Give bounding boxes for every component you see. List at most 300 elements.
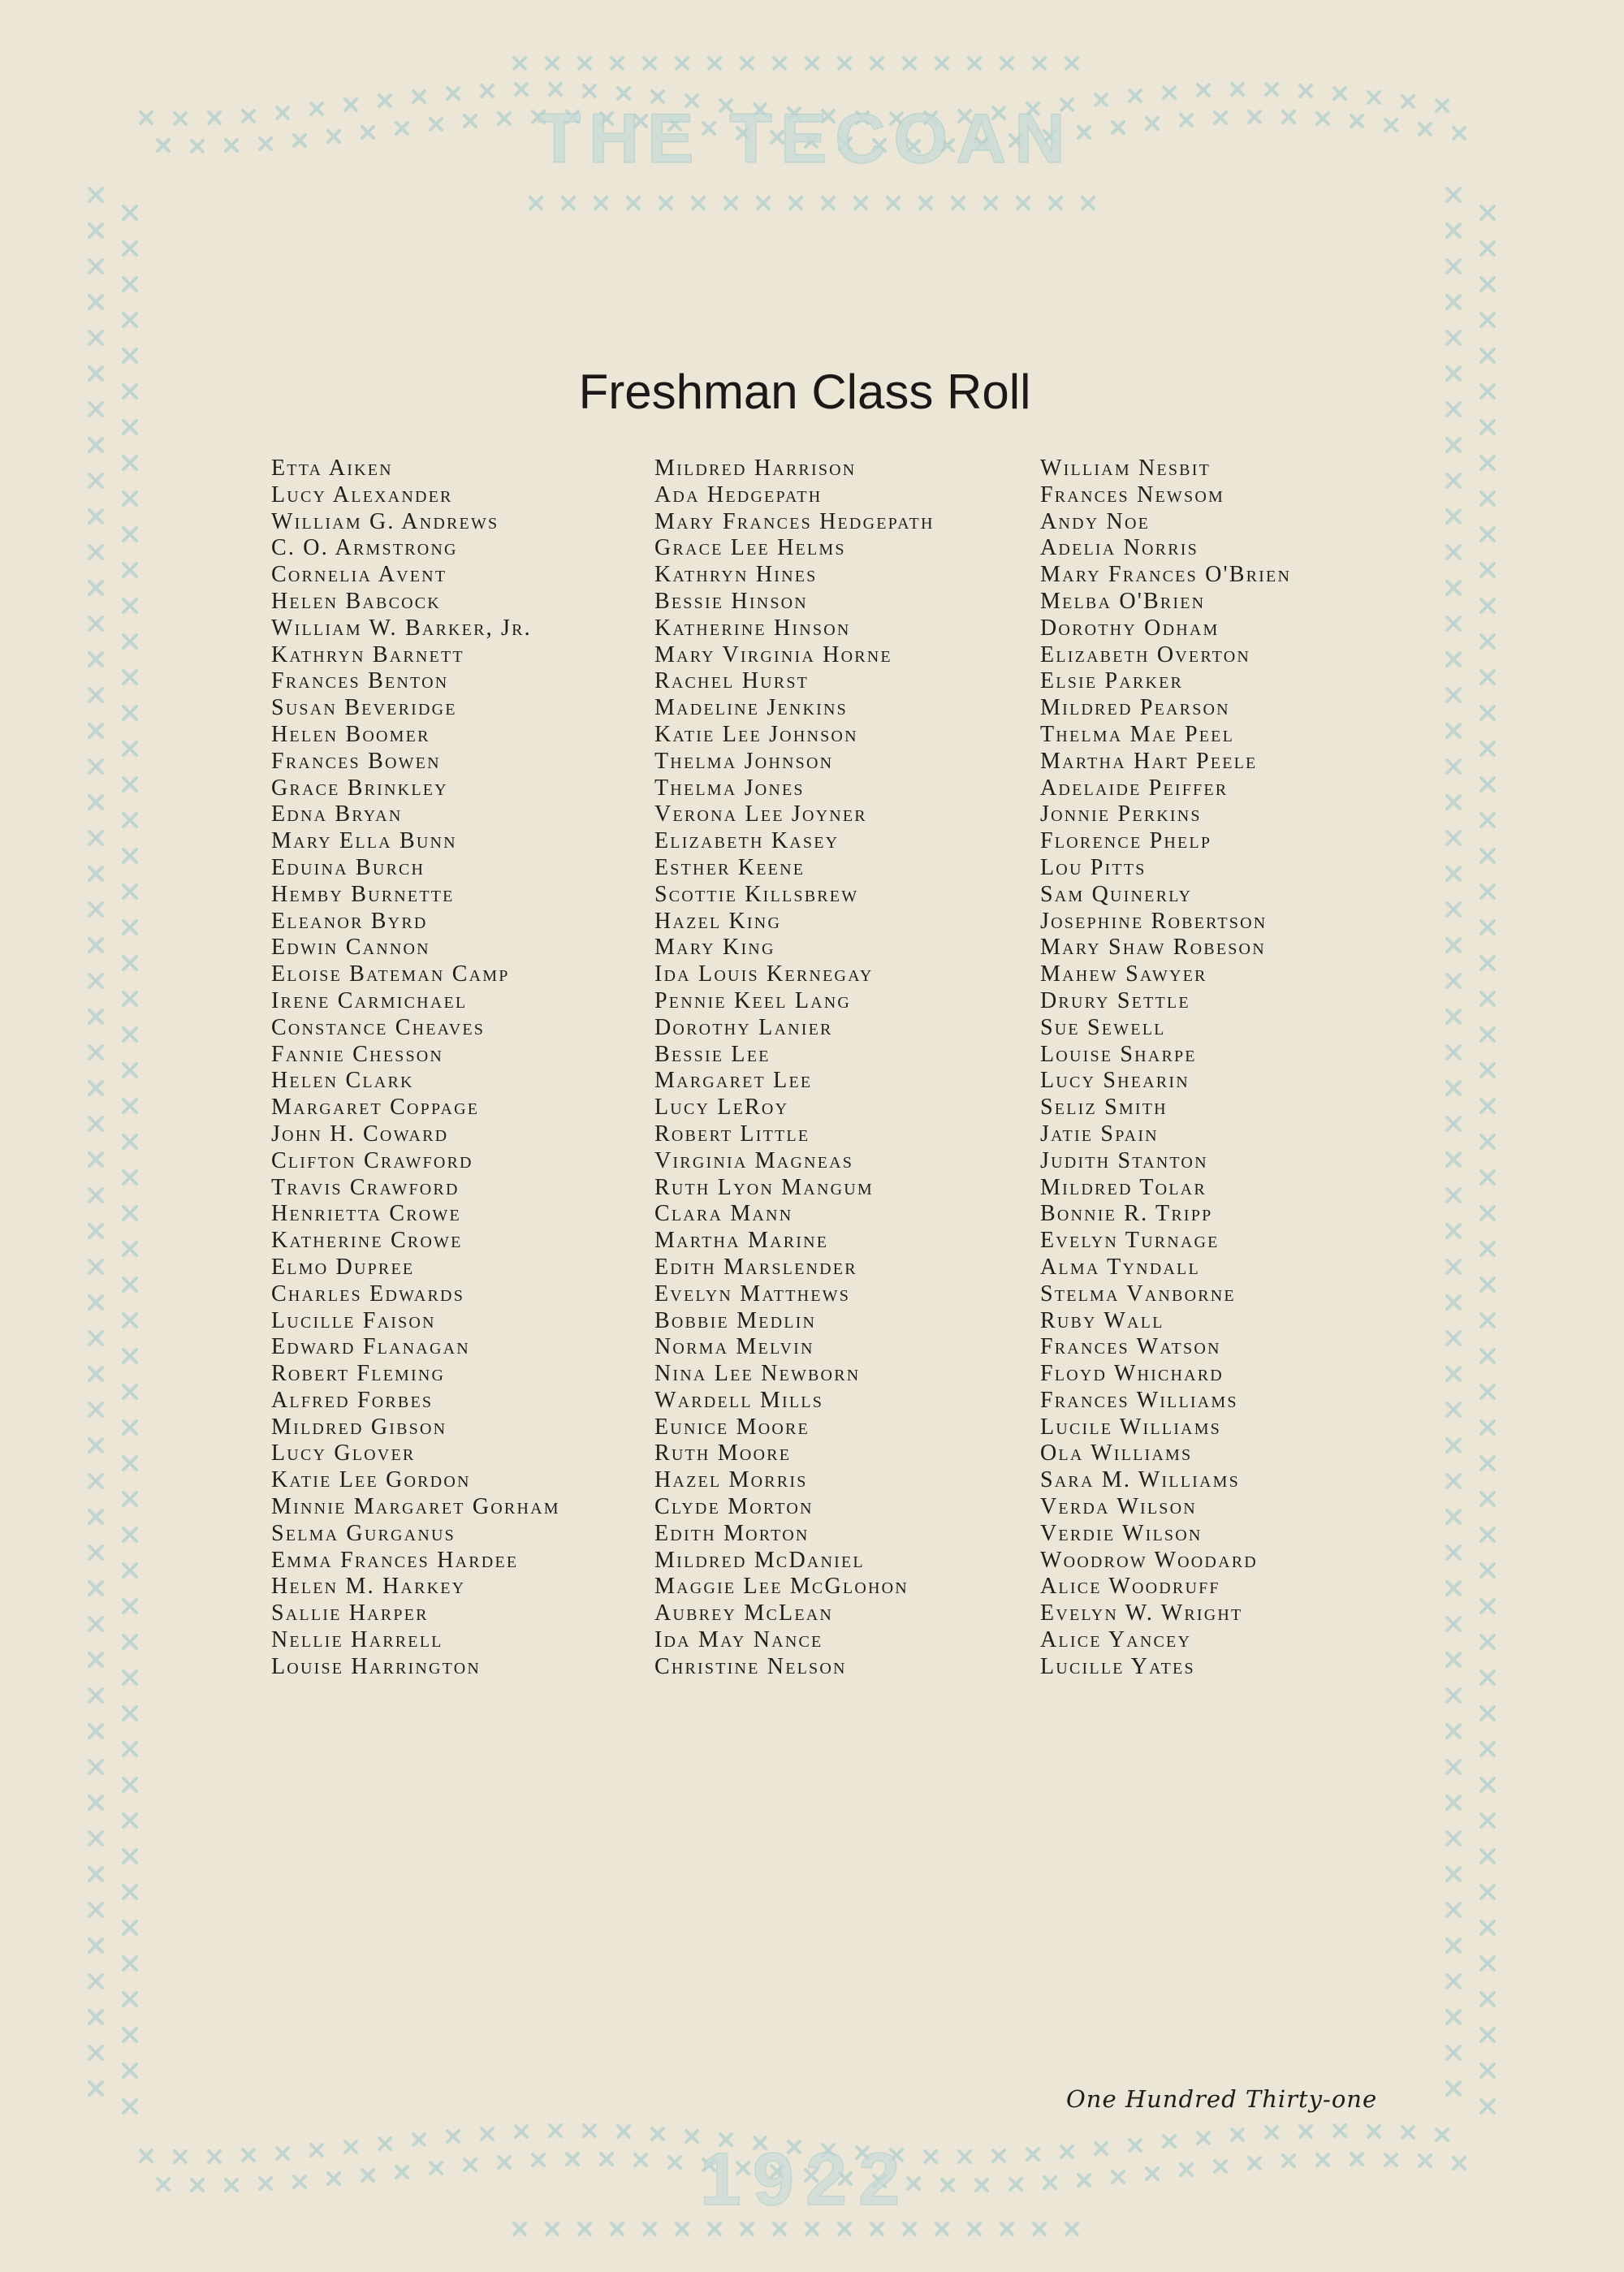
stitch-mark	[1447, 1046, 1460, 1059]
stitch-mark	[89, 331, 102, 344]
stitch-mark	[546, 2223, 558, 2235]
stitch-mark	[1447, 546, 1460, 559]
stitch-mark	[709, 2223, 720, 2235]
stitch-mark	[644, 2223, 655, 2235]
stitch-mark	[89, 260, 102, 273]
stitch-mark	[123, 1778, 136, 1791]
stitch-mark	[1447, 1225, 1460, 1238]
stitch-mark	[123, 1207, 136, 1220]
stitch-mark	[1447, 974, 1460, 987]
stitch-mark	[123, 671, 136, 684]
stitch-mark	[1095, 94, 1107, 106]
student-name: Mary Frances O'Brien	[1040, 562, 1292, 588]
stitch-mark	[533, 2154, 544, 2166]
roll-column-3	[1040, 456, 1291, 1681]
stitch-mark	[550, 2125, 561, 2136]
stitch-mark	[1334, 88, 1345, 99]
student-name: Lucille Faison	[271, 1307, 436, 1333]
student-name: Alma Tyndall	[1040, 1254, 1200, 1280]
student-name: Minnie Margaret Gorham	[271, 1494, 560, 1520]
student-name: Constance Cheaves	[271, 1014, 486, 1040]
student-name: Edwin Cannon	[271, 935, 430, 961]
student-name: Sam Quinerly	[1040, 881, 1193, 907]
student-name: Evelyn Matthews	[654, 1281, 851, 1307]
student-name: Andy Noe	[1040, 508, 1151, 534]
student-name: Thelma Mae Peel	[1040, 721, 1234, 747]
student-name: Mary Virginia Horne	[654, 641, 892, 667]
stitch-mark	[1447, 1832, 1460, 1845]
stitch-mark	[839, 2223, 850, 2235]
stitch-mark	[1402, 96, 1414, 107]
student-name: Ruth Moore	[654, 1441, 792, 1466]
stitch-mark	[1481, 814, 1494, 827]
student-name: John H. Coward	[271, 1121, 449, 1147]
stitch-mark	[959, 2151, 970, 2162]
stitch-mark	[243, 110, 254, 122]
stitch-mark	[1215, 112, 1226, 123]
student-name: Emma Frances Hardee	[271, 1547, 519, 1573]
stitch-mark	[514, 58, 525, 69]
stitch-mark	[464, 2159, 476, 2170]
stitch-mark	[123, 1457, 136, 1470]
stitch-mark	[1481, 1135, 1494, 1148]
student-name: Lucy Shearin	[1040, 1068, 1190, 1094]
stitch-mark	[1481, 1350, 1494, 1363]
stitch-mark	[514, 2223, 525, 2235]
stitch-mark	[1447, 510, 1460, 523]
stitch-mark	[89, 1475, 102, 1488]
stitch-mark	[1129, 90, 1141, 102]
stitch-mark	[1447, 331, 1460, 344]
stitch-mark	[123, 742, 136, 755]
student-name: Lou Pitts	[1040, 854, 1147, 880]
student-name: Charles Edwards	[271, 1281, 465, 1307]
stitch-mark	[1481, 1314, 1494, 1327]
stitch-mark	[1447, 831, 1460, 844]
student-name: Mildred McDaniel	[654, 1547, 865, 1573]
stitch-mark	[123, 706, 136, 719]
stitch-mark	[1481, 278, 1494, 291]
stitch-mark	[1266, 2127, 1277, 2138]
stitch-mark	[1034, 58, 1045, 69]
stitch-mark	[1447, 188, 1460, 201]
stitch-mark	[1368, 2126, 1380, 2137]
stitch-mark	[89, 1903, 102, 1916]
stitch-mark	[1481, 1028, 1494, 1041]
stitch-mark	[1447, 1153, 1460, 1166]
stitch-mark	[1447, 796, 1460, 809]
stitch-mark	[1001, 58, 1013, 69]
stitch-mark	[1027, 2149, 1039, 2160]
stitch-mark	[806, 2223, 818, 2235]
stitch-mark	[1481, 671, 1494, 684]
stitch-mark	[123, 1671, 136, 1684]
stitch-mark	[516, 84, 527, 95]
student-name: Robert Little	[654, 1121, 810, 1147]
student-name: Floyd Whichard	[1040, 1361, 1224, 1387]
stitch-mark	[1481, 742, 1494, 755]
stitch-mark	[1447, 1332, 1460, 1345]
stitch-mark	[123, 1814, 136, 1827]
student-name: Woodrow Woodard	[1040, 1547, 1258, 1573]
stitch-mark	[709, 58, 720, 69]
stitch-mark	[1481, 1385, 1494, 1398]
stitch-mark	[123, 1028, 136, 1041]
stitch-mark	[1447, 1653, 1460, 1666]
stitch-mark	[1447, 1189, 1460, 1202]
stitch-mark	[611, 58, 623, 69]
student-name: Fannie Chesson	[271, 1041, 444, 1067]
stitch-mark	[123, 278, 136, 291]
stitch-mark	[413, 2134, 425, 2145]
stitch-mark	[192, 2179, 203, 2191]
stitch-mark	[530, 197, 542, 209]
stitch-mark	[1447, 653, 1460, 666]
stitch-mark	[1481, 1635, 1494, 1648]
stitch-mark	[1481, 2064, 1494, 2077]
stitch-mark	[123, 1350, 136, 1363]
stitch-mark	[123, 1171, 136, 1184]
student-name: Clara Mann	[654, 1201, 793, 1227]
stitch-mark	[123, 1743, 136, 1756]
stitch-mark	[1447, 260, 1460, 273]
stitch-mark	[447, 88, 459, 99]
student-name: Grace Brinkley	[271, 775, 448, 801]
stitch-mark	[1481, 1064, 1494, 1077]
stitch-mark	[123, 1421, 136, 1434]
stitch-mark	[1481, 1278, 1494, 1291]
student-name: Susan Beveridge	[271, 695, 457, 721]
stitch-mark	[1447, 2011, 1460, 2024]
stitch-mark	[579, 58, 590, 69]
stitch-mark	[123, 1385, 136, 1398]
student-name: Elizabeth Overton	[1040, 641, 1251, 667]
stitch-mark	[243, 2149, 254, 2161]
student-name: Rachel Hurst	[654, 668, 810, 694]
stitch-mark	[345, 2141, 356, 2153]
stitch-mark	[1419, 2155, 1431, 2166]
student-name: C. O. Armstrong	[271, 535, 458, 561]
stitch-mark	[1481, 1492, 1494, 1505]
stitch-mark	[123, 921, 136, 934]
stitch-mark	[1402, 2127, 1414, 2138]
stitch-mark	[1453, 2158, 1465, 2169]
stitch-mark	[447, 2131, 459, 2142]
stitch-mark	[123, 1314, 136, 1327]
stitch-mark	[89, 1403, 102, 1416]
stitch-mark	[123, 1957, 136, 1970]
student-name: Eduina Burch	[271, 854, 425, 880]
student-name: Lucile Williams	[1040, 1414, 1222, 1440]
stitch-mark	[871, 58, 883, 69]
student-name: Lucy Alexander	[271, 482, 453, 508]
stitch-mark	[1447, 1689, 1460, 1702]
stitch-mark	[1481, 456, 1494, 469]
stitch-mark	[669, 2157, 680, 2168]
stitch-mark	[1181, 114, 1192, 126]
stitch-mark	[741, 2223, 753, 2235]
student-name: Ola Williams	[1040, 1441, 1193, 1466]
stitch-mark	[1447, 1082, 1460, 1095]
stitch-mark	[1249, 2158, 1260, 2169]
stitch-mark	[1300, 2126, 1311, 2137]
stitch-mark	[1181, 2164, 1192, 2175]
student-name: Edna Bryan	[271, 801, 403, 827]
stitch-mark	[464, 115, 476, 127]
stitch-mark	[260, 138, 271, 149]
stitch-mark	[1447, 1117, 1460, 1130]
stitch-mark	[1447, 1725, 1460, 1738]
stitch-mark	[89, 796, 102, 809]
student-name: Mahew Sawyer	[1040, 961, 1207, 987]
student-name: Mary Shaw Robeson	[1040, 935, 1266, 961]
stitch-mark	[1453, 127, 1465, 139]
student-name: Lucille Yates	[1040, 1653, 1195, 1679]
student-name: Dorothy Odham	[1040, 615, 1220, 641]
student-name: Bonnie R. Tripp	[1040, 1201, 1213, 1227]
stitch-mark	[635, 2154, 646, 2166]
stitch-mark	[1481, 242, 1494, 255]
stitch-mark	[277, 107, 288, 119]
stitch-mark	[89, 296, 102, 309]
stitch-mark	[1283, 2155, 1294, 2166]
stitch-mark	[976, 2179, 987, 2191]
student-name: Helen M. Harkey	[271, 1574, 466, 1600]
stitch-mark	[1447, 581, 1460, 594]
stitch-mark	[1066, 58, 1078, 69]
student-name: Eleanor Byrd	[271, 908, 428, 934]
stitch-mark	[584, 2125, 595, 2136]
stitch-mark	[925, 2151, 936, 2162]
stitch-mark	[1385, 2154, 1397, 2166]
stitch-mark	[993, 2150, 1004, 2162]
stitch-mark	[1481, 528, 1494, 541]
stitch-mark	[1283, 111, 1294, 123]
student-name: Thelma Jones	[654, 775, 805, 801]
stitch-mark	[1447, 939, 1460, 952]
stitch-mark	[89, 1010, 102, 1023]
stitch-mark	[260, 2178, 271, 2189]
stitch-mark	[611, 2223, 623, 2235]
stitch-mark	[1481, 1528, 1494, 1541]
stitch-mark	[123, 1707, 136, 1720]
stitch-mark	[1481, 564, 1494, 577]
stitch-mark	[1481, 2028, 1494, 2041]
student-name: Clyde Morton	[654, 1494, 814, 1520]
stitch-mark	[379, 95, 391, 106]
stitch-mark	[823, 197, 834, 209]
stitch-mark	[1481, 1993, 1494, 2006]
stitch-mark	[1481, 849, 1494, 862]
student-name: Eloise Bateman Camp	[271, 961, 510, 987]
stitch-mark	[693, 197, 704, 209]
stitch-mark	[123, 599, 136, 612]
stitch-mark	[123, 1564, 136, 1577]
stitch-mark	[1481, 1885, 1494, 1898]
student-name: Katie Lee Johnson	[654, 721, 858, 747]
stitch-mark	[123, 564, 136, 577]
student-name: Josephine Robertson	[1040, 908, 1268, 934]
student-name: Frances Watson	[1040, 1334, 1221, 1360]
stitch-mark	[774, 2223, 785, 2235]
stitch-mark	[89, 974, 102, 987]
stitch-mark	[123, 313, 136, 326]
stitch-mark	[1481, 706, 1494, 719]
stitch-mark	[1447, 1796, 1460, 1809]
stitch-mark	[652, 2128, 663, 2140]
student-name: Louise Sharpe	[1040, 1041, 1197, 1067]
stitch-mark	[499, 2157, 510, 2168]
student-name: Mildred Pearson	[1040, 695, 1230, 721]
stitch-mark	[1447, 1618, 1460, 1631]
stitch-mark	[904, 58, 915, 69]
stitch-mark	[89, 1582, 102, 1595]
stitch-mark	[1147, 2168, 1158, 2179]
stitch-mark	[123, 1600, 136, 1613]
stitch-mark	[1481, 349, 1494, 362]
stitch-mark	[839, 58, 850, 69]
student-name: Sara M. Williams	[1040, 1467, 1240, 1493]
stitch-mark	[1001, 2223, 1013, 2235]
student-name: Henrietta Crowe	[271, 1201, 461, 1227]
stitch-mark	[1385, 119, 1397, 131]
stitch-mark	[1017, 197, 1029, 209]
stitch-mark	[1078, 2175, 1090, 2186]
stitch-mark	[89, 188, 102, 201]
stitch-mark	[89, 1546, 102, 1559]
stitch-mark	[1447, 1760, 1460, 1773]
stitch-mark	[123, 1921, 136, 1934]
stitch-mark	[1447, 2082, 1460, 2095]
stitch-mark	[89, 1939, 102, 1952]
stitch-mark	[89, 2046, 102, 2059]
student-name: William W. Barker, Jr.	[271, 615, 532, 641]
stitch-mark	[1447, 760, 1460, 773]
student-name: William Nesbit	[1040, 456, 1211, 481]
stitch-mark	[1447, 1510, 1460, 1523]
stitch-mark	[601, 2153, 612, 2165]
student-name: Christine Nelson	[654, 1653, 847, 1679]
stitch-mark	[311, 103, 322, 114]
student-name: Frances Williams	[1040, 1387, 1238, 1413]
student-name: Ida May Nance	[654, 1627, 823, 1653]
stitch-mark	[396, 2166, 408, 2178]
stitch-mark	[1447, 689, 1460, 702]
student-name: Sallie Harper	[271, 1600, 429, 1626]
stitch-mark	[676, 2223, 688, 2235]
student-name: Edith Morton	[654, 1520, 810, 1546]
page-number: One Hundred Thirty-one	[1066, 2085, 1378, 2113]
stitch-mark	[89, 1796, 102, 1809]
stitch-mark	[123, 421, 136, 434]
stitch-mark	[871, 2223, 883, 2235]
stitch-mark	[277, 2148, 288, 2159]
student-name: Katherine Hinson	[654, 615, 851, 641]
student-name: Etta Aiken	[271, 456, 393, 481]
stitch-mark	[345, 99, 356, 110]
stitch-mark	[1481, 1814, 1494, 1827]
stitch-mark	[89, 1260, 102, 1273]
student-name: Edward Flanagan	[271, 1334, 470, 1360]
stitch-mark	[175, 2151, 186, 2162]
student-name: Ida Louis Kernegay	[654, 961, 874, 987]
student-name: Nina Lee Newborn	[654, 1361, 861, 1387]
stitch-mark	[1481, 778, 1494, 791]
stitch-mark	[209, 2151, 220, 2162]
stitch-mark	[1481, 206, 1494, 219]
stitch-mark	[140, 2150, 152, 2162]
stitch-mark	[123, 1099, 136, 1112]
stitch-mark	[936, 2223, 948, 2235]
student-name: Ruby Wall	[1040, 1307, 1164, 1333]
student-name: Mildred Harrison	[654, 456, 857, 481]
student-name: Helen Babcock	[271, 588, 441, 614]
stitch-mark	[1447, 438, 1460, 451]
stitch-mark	[89, 1868, 102, 1881]
stitch-mark	[123, 1850, 136, 1863]
stitch-mark	[89, 1618, 102, 1631]
stitch-mark	[89, 1725, 102, 1738]
student-name: Jonnie Perkins	[1040, 801, 1202, 827]
student-name: Lucy LeRoy	[654, 1095, 789, 1121]
student-name: Mary Frances Hedgepath	[654, 508, 935, 534]
stitch-mark	[89, 1046, 102, 1059]
stitch-mark	[936, 58, 948, 69]
stitch-mark	[413, 91, 425, 102]
student-name: Frances Benton	[271, 668, 449, 694]
stitch-mark	[1436, 2129, 1448, 2140]
stitch-mark	[123, 1885, 136, 1898]
stitch-mark	[89, 1439, 102, 1452]
student-name: Adelaide Peiffer	[1040, 775, 1229, 801]
student-name: Cornelia Avent	[271, 562, 447, 588]
stitch-mark	[1334, 2125, 1345, 2136]
student-name: Ruth Lyon Mangum	[654, 1174, 874, 1200]
stitch-mark	[1481, 1242, 1494, 1255]
student-name: Mildred Gibson	[271, 1414, 447, 1440]
stitch-mark	[294, 135, 305, 146]
stitch-mark	[1232, 84, 1243, 95]
stitch-mark	[618, 2126, 629, 2137]
stitch-mark	[1066, 2223, 1078, 2235]
stitch-mark	[1481, 599, 1494, 612]
stitch-mark	[969, 2223, 980, 2235]
roll-column-1	[271, 456, 560, 1681]
stitch-mark	[1368, 92, 1380, 103]
stitch-mark	[1481, 885, 1494, 898]
stitch-mark	[1044, 2177, 1056, 2188]
stitch-mark	[1317, 2154, 1328, 2166]
student-name: Adelia Norris	[1040, 535, 1199, 561]
stitch-mark	[1447, 1010, 1460, 1023]
stitch-mark	[1447, 2046, 1460, 2059]
stitch-mark	[311, 2145, 322, 2156]
stitch-mark	[89, 1153, 102, 1166]
stitch-mark	[175, 113, 186, 124]
stitch-mark	[89, 581, 102, 594]
stitch-mark	[89, 510, 102, 523]
stitch-mark	[660, 197, 672, 209]
stitch-mark	[920, 197, 931, 209]
stitch-mark	[1082, 197, 1094, 209]
student-name: Bobbie Medlin	[654, 1307, 817, 1333]
student-name: Pennie Keel Lang	[654, 987, 852, 1013]
stitch-mark	[123, 456, 136, 469]
student-name: Elmo Dupree	[271, 1254, 415, 1280]
student-name: Frances Bowen	[271, 748, 441, 774]
student-name: Hazel Morris	[654, 1467, 808, 1493]
student-name: Drury Settle	[1040, 987, 1190, 1013]
